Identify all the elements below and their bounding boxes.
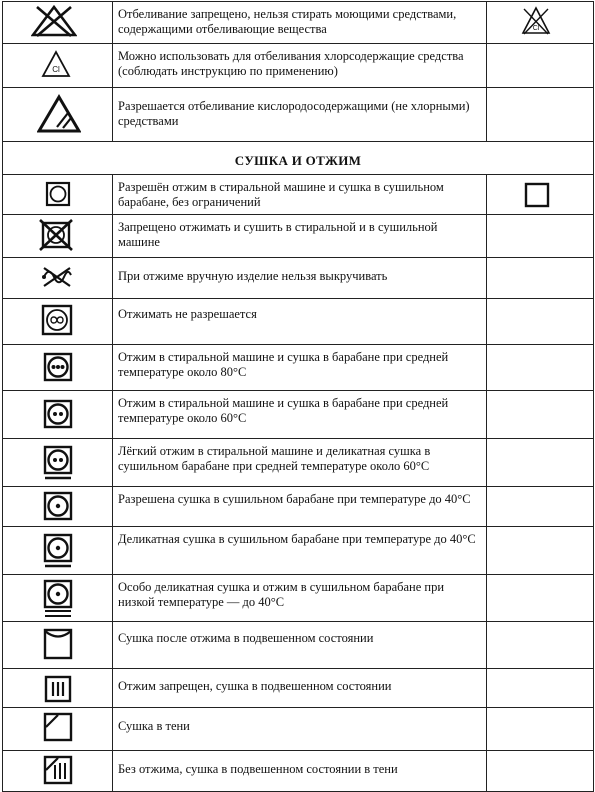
drip-dry-icon	[44, 675, 112, 703]
description-cell: Сушка в тени	[113, 708, 487, 751]
tumble-dry-two-dots-gentle-icon	[43, 445, 112, 481]
description-cell: Отжимать не разрешается	[113, 299, 487, 345]
svg-text:Cl: Cl	[52, 65, 60, 74]
extra-cell	[487, 88, 594, 142]
description-cell: Можно использовать для отбеливания хлорсодержащие средства (соблюдать инструкцию по применению)	[113, 44, 487, 88]
table-row	[3, 345, 594, 391]
extra-cell	[487, 299, 594, 345]
description-cell: Разрешён отжим в стиральной машине и сушка в сушильном барабане, без ограничений	[113, 175, 487, 215]
dry-in-shade-icon	[43, 712, 112, 742]
description-cell: Сушка после отжима в подвешенном состоянии	[113, 622, 487, 669]
table-row	[3, 487, 594, 527]
symbol-cell	[3, 751, 113, 792]
table-row	[3, 299, 594, 345]
table-row	[3, 88, 594, 142]
table-row	[3, 215, 594, 258]
extra-cell	[487, 751, 594, 792]
table-row	[3, 669, 594, 708]
symbol-cell	[3, 527, 113, 575]
symbol-cell	[3, 258, 113, 299]
symbol-cell	[3, 708, 113, 751]
table-row	[3, 751, 594, 792]
table-row	[3, 258, 594, 299]
line-dry-icon	[43, 628, 112, 660]
description-cell: Лёгкий отжим в стиральной машине и деликатная сушка в сушильном барабане при средней температуре около 60°С	[113, 439, 487, 487]
extra-cell	[487, 622, 594, 669]
symbol-cell	[3, 487, 113, 527]
symbol-cell	[3, 2, 113, 44]
care-symbols-table	[2, 1, 594, 792]
description-cell: Деликатная сушка в сушильном барабане при температуре до 40°С	[113, 527, 487, 575]
extra-cell	[487, 439, 594, 487]
extra-cell	[487, 215, 594, 258]
extra-cell	[487, 258, 594, 299]
description-cell: Отбеливание запрещено, нельзя стирать моющими средствами, содержащими отбеливающие вещества	[113, 2, 487, 44]
tumble-dry-icon	[45, 181, 112, 207]
symbol-cell	[3, 622, 113, 669]
symbol-cell	[3, 391, 113, 439]
symbol-cell	[3, 345, 113, 391]
table-row	[3, 527, 594, 575]
table-row	[3, 44, 594, 88]
extra-cell	[487, 175, 594, 215]
symbol-cell	[3, 299, 113, 345]
table-row	[3, 575, 594, 622]
extra-cell	[487, 708, 594, 751]
description-cell: Особо деликатная сушка и отжим в сушильном барабане при низкой температуре — до 40°С	[113, 575, 487, 622]
table-row	[3, 622, 594, 669]
wring-crossed-icon	[41, 266, 112, 288]
table-row	[3, 391, 594, 439]
description-cell: Отжим в стиральной машине и сушка в барабане при средней температуре около 80°С	[113, 345, 487, 391]
tumble-dry-one-dot-very-gentle-icon	[43, 579, 112, 619]
square-icon	[524, 182, 593, 208]
table-row	[3, 142, 594, 175]
section-title: СУШКА И ОТЖИМ	[3, 142, 594, 175]
tumble-dry-crossed-icon	[39, 219, 112, 251]
description-cell: Разрешена сушка в сушильном барабане при температуре до 40°С	[113, 487, 487, 527]
tumble-dry-two-dots-icon	[43, 399, 112, 429]
description-cell: Разрешается отбеливание кислородосодержащими (не хлорными) средствами	[113, 88, 487, 142]
extra-cell	[487, 527, 594, 575]
extra-cell	[487, 487, 594, 527]
extra-cell	[487, 575, 594, 622]
table-row	[3, 175, 594, 215]
tumble-dry-one-dot-icon	[43, 491, 112, 521]
description-cell: Отжим запрещен, сушка в подвешенном состоянии	[113, 669, 487, 708]
table-row	[3, 439, 594, 487]
description-cell: Без отжима, сушка в подвешенном состоянии в тени	[113, 751, 487, 792]
extra-cell	[487, 44, 594, 88]
extra-cell	[487, 391, 594, 439]
no-spin-icon	[41, 304, 112, 336]
description-cell: Запрещено отжимать и сушить в стиральной и в сушильной машине	[113, 215, 487, 258]
symbol-cell	[3, 439, 113, 487]
bleach-crossed-icon	[31, 4, 112, 38]
description-cell: При отжиме вручную изделие нельзя выкручивать	[113, 258, 487, 299]
bleach-crossed-cl-icon	[521, 6, 593, 36]
bleach-cl-icon	[41, 50, 112, 78]
extra-cell	[487, 669, 594, 708]
extra-cell	[487, 2, 594, 44]
svg-text:Cl: Cl	[532, 25, 540, 32]
tumble-dry-one-dot-gentle-icon	[43, 533, 112, 569]
symbol-cell	[3, 215, 113, 258]
table-row	[3, 2, 594, 44]
description-cell: Отжим в стиральной машине и сушка в барабане при средней температуре около 60°С	[113, 391, 487, 439]
drip-dry-shade-icon	[43, 755, 112, 785]
table-row	[3, 708, 594, 751]
tumble-dry-three-dots-icon	[43, 352, 112, 382]
extra-cell	[487, 345, 594, 391]
symbol-cell	[3, 669, 113, 708]
symbol-cell	[3, 175, 113, 215]
bleach-oxygen-icon	[37, 94, 112, 134]
symbol-cell	[3, 575, 113, 622]
symbol-cell	[3, 44, 113, 88]
symbol-cell	[3, 88, 113, 142]
